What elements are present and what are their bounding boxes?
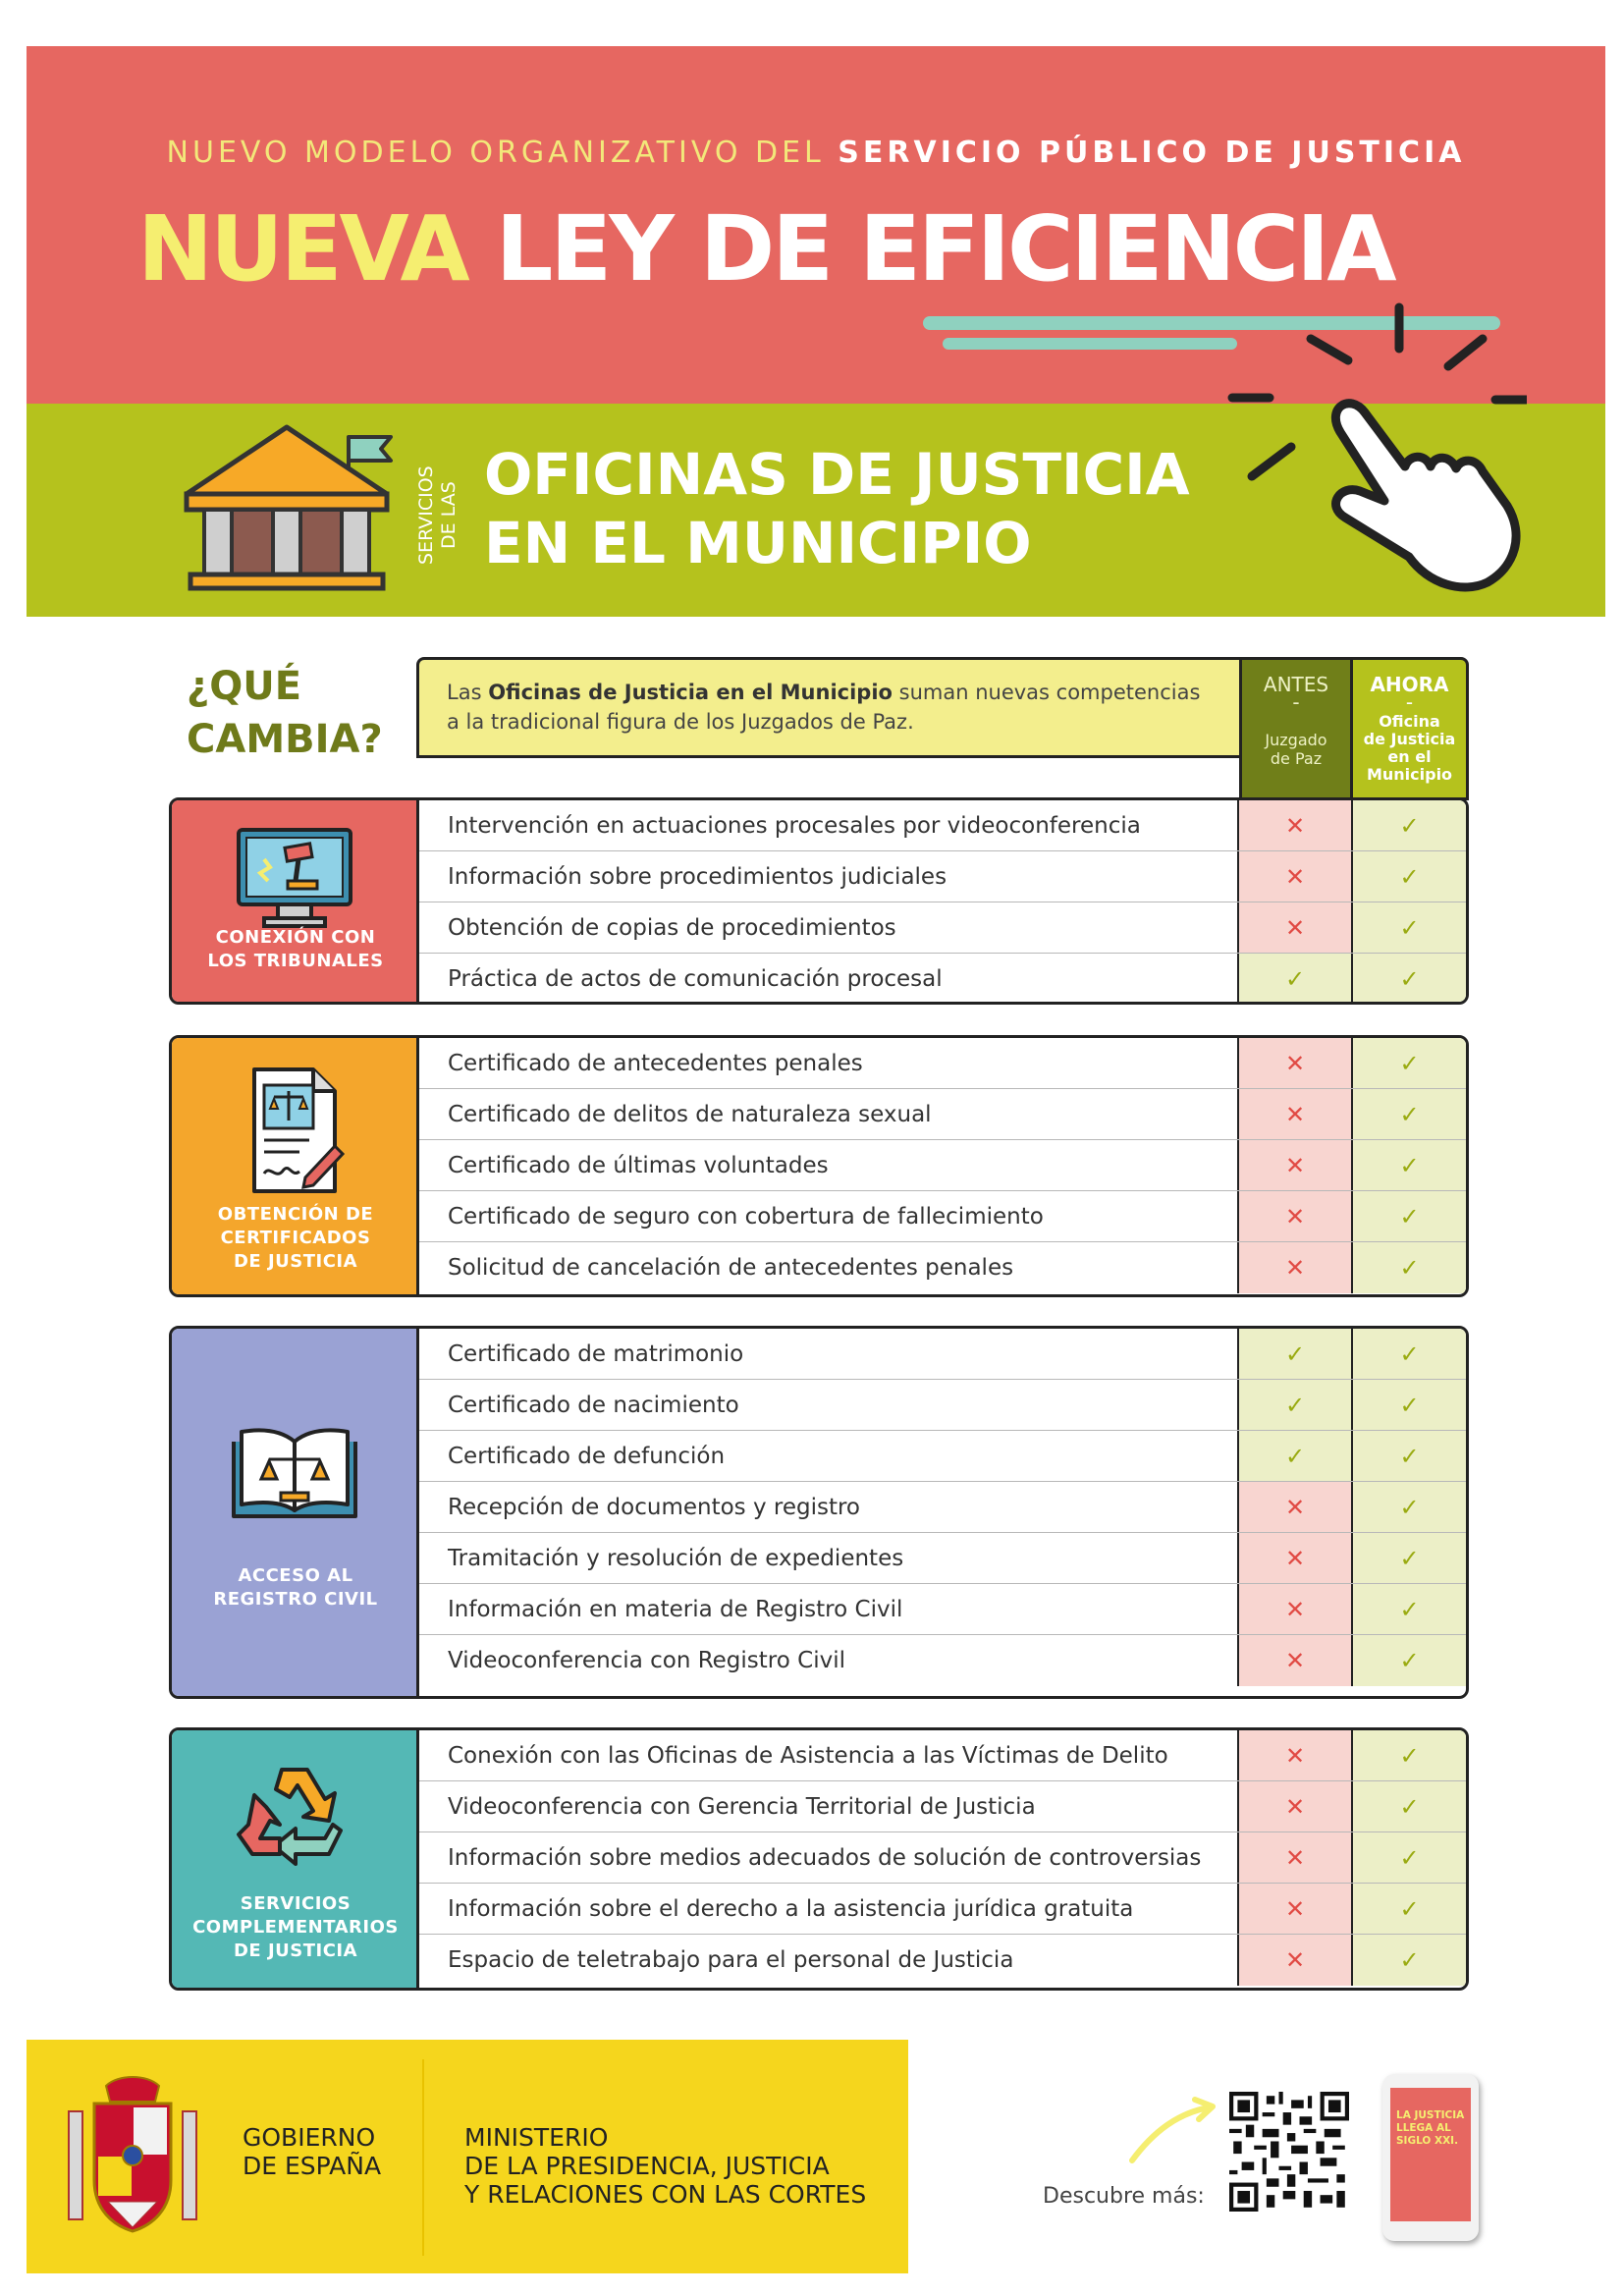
status-now: ✓ [1353,1038,1466,1088]
table-row: Certificado de últimas voluntades ✕ ✓ [419,1140,1466,1191]
recycle-arrows-icon [231,1760,358,1868]
status-now: ✓ [1353,1635,1466,1686]
table-row: Información sobre el derecho a la asistencia jurídica gratuita ✕ ✓ [419,1884,1466,1935]
category-cell [172,1730,419,1988]
status-before: ✕ [1239,1935,1353,1986]
status-before: ✕ [1239,1242,1353,1293]
category-label: ACCESO AL REGISTRO CIVIL [213,1565,378,1610]
footer-divider [422,2059,424,2256]
intro-text: Las Oficinas de Justicia en el Municipio suman nuevas competencias a la tradicional figura de los Juzgados de Paz. [416,657,1239,758]
item-list [419,1730,1466,1988]
status-before: ✕ [1239,1191,1353,1241]
status-before: ✕ [1239,1832,1353,1883]
law-book-icon [226,1422,363,1530]
item-list [419,1038,1466,1294]
status-before: ✓ [1239,1380,1353,1430]
status-now: ✓ [1353,1832,1466,1883]
status-before: ✕ [1239,1140,1353,1190]
status-now: ✓ [1353,851,1466,902]
status-before: ✕ [1239,1781,1353,1831]
status-now: ✓ [1353,1329,1466,1379]
status-before: ✕ [1239,1089,1353,1139]
table-row: Tramitación y resolución de expedientes ✕ ✓ [419,1533,1466,1584]
table-row: Certificado de antecedentes penales ✕ ✓ [419,1038,1466,1089]
status-now: ✓ [1353,1140,1466,1190]
status-now: ✓ [1353,1242,1466,1293]
status-now: ✓ [1353,1730,1466,1780]
section-certificates [169,1035,1469,1297]
status-now: ✓ [1353,800,1466,850]
status-before: ✕ [1239,1533,1353,1583]
column-header-before: ANTES - Juzgado de Paz [1239,657,1353,800]
status-now: ✓ [1353,1482,1466,1532]
discover-more-label: Descubre más: [1043,2184,1205,2209]
table-row: Espacio de teletrabajo para el personal de Justicia ✕ ✓ [419,1935,1466,1986]
status-now: ✓ [1353,1380,1466,1430]
table-row: Práctica de actos de comunicación procesal ✓ ✓ [419,954,1466,1005]
table-row: Certificado de defunción ✓ ✓ [419,1431,1466,1482]
coat-of-arms-icon [59,2072,206,2239]
table-row: Recepción de documentos y registro ✕ ✓ [419,1482,1466,1533]
table-row: Certificado de seguro con cobertura de fallecimiento ✕ ✓ [419,1191,1466,1242]
category-label: SERVICIOS COMPLEMENTARIOS DE JUSTICIA [192,1893,399,1961]
table-row: Información en materia de Registro Civil ✕ ✓ [419,1584,1466,1635]
item-list [419,1329,1466,1696]
certificate-icon [241,1062,349,1199]
table-row: Obtención de copias de procedimientos ✕ ✓ [419,902,1466,954]
section-civil-registry [169,1326,1469,1699]
status-before: ✓ [1239,1329,1353,1379]
table-row: Conexión con las Oficinas de Asistencia a las Víctimas de Delito ✕ ✓ [419,1730,1466,1781]
status-before: ✕ [1239,1482,1353,1532]
section-complementary-services [169,1727,1469,1991]
status-before: ✕ [1239,1730,1353,1780]
status-now: ✓ [1353,902,1466,953]
curved-arrow-icon [1124,2092,1222,2170]
header-subtitle: NUEVO MODELO ORGANIZATIVO DEL SERVICIO PÚBLICO DE JUSTICIA [166,136,1466,170]
status-before: ✕ [1239,1635,1353,1686]
status-now: ✓ [1353,1431,1466,1481]
table-row: Solicitud de cancelación de antecedentes penales ✕ ✓ [419,1242,1466,1293]
qr-code[interactable] [1229,2092,1349,2212]
status-now: ✓ [1353,1191,1466,1241]
courthouse-icon [177,417,398,604]
table-row: Intervención en actuaciones procesales por videoconferencia ✕ ✓ [419,800,1466,851]
table-row: Información sobre procedimientos judiciales ✕ ✓ [419,851,1466,902]
status-now: ✓ [1353,1884,1466,1934]
phone-mockup [1382,2074,1479,2241]
category-label: OBTENCIÓN DE CERTIFICADOS DE JUSTICIA [217,1204,374,1272]
column-header-now: AHORA - Oficina de Justicia en el Municipio [1353,657,1469,800]
status-now: ✓ [1353,1781,1466,1831]
status-before: ✕ [1239,1038,1353,1088]
status-now: ✓ [1353,954,1466,1005]
computer-gavel-icon [231,824,358,932]
status-before: ✓ [1239,954,1353,1005]
question-heading: ¿QUÉ CAMBIA? [187,664,383,762]
table-row: Información sobre medios adecuados de solución de controversias ✕ ✓ [419,1832,1466,1884]
status-before: ✕ [1239,902,1353,953]
section-court-connection [169,797,1469,1005]
page-title: NUEVA LEY DE EFICIENCIA [137,196,1394,301]
table-row: Certificado de delitos de naturaleza sexual ✕ ✓ [419,1089,1466,1140]
status-now: ✓ [1353,1935,1466,1986]
status-now: ✓ [1353,1089,1466,1139]
category-label: CONEXIÓN CON LOS TRIBUNALES [207,927,384,971]
ministry-label: MINISTERIO DE LA PRESIDENCIA, JUSTICIA Y RELACIONES CON LAS CORTES [464,2123,867,2209]
phone-screen: LA JUSTICIA LLEGA AL SIGLO XXI. [1390,2088,1471,2221]
status-before: ✕ [1239,851,1353,902]
status-now: ✓ [1353,1533,1466,1583]
table-row: Certificado de nacimiento ✓ ✓ [419,1380,1466,1431]
status-before: ✕ [1239,1584,1353,1634]
category-cell [172,800,419,1002]
government-label: GOBIERNO DE ESPAÑA [243,2123,382,2180]
item-list [419,800,1466,1002]
table-row: Certificado de matrimonio ✓ ✓ [419,1329,1466,1380]
category-cell [172,1329,419,1696]
status-before: ✕ [1239,1884,1353,1934]
table-row: Videoconferencia con Gerencia Territorial de Justicia ✕ ✓ [419,1781,1466,1832]
category-cell [172,1038,419,1294]
status-before: ✓ [1239,1431,1353,1481]
status-before: ✕ [1239,800,1353,850]
office-prefix: SERVICIOS DE LAS [415,465,460,566]
table-row: Videoconferencia con Registro Civil ✕ ✓ [419,1635,1466,1686]
office-title: OFICINAS DE JUSTICIA EN EL MUNICIPIO [484,441,1190,576]
pointing-hand-icon [1203,300,1527,614]
title-underline [943,338,1237,350]
status-now: ✓ [1353,1584,1466,1634]
